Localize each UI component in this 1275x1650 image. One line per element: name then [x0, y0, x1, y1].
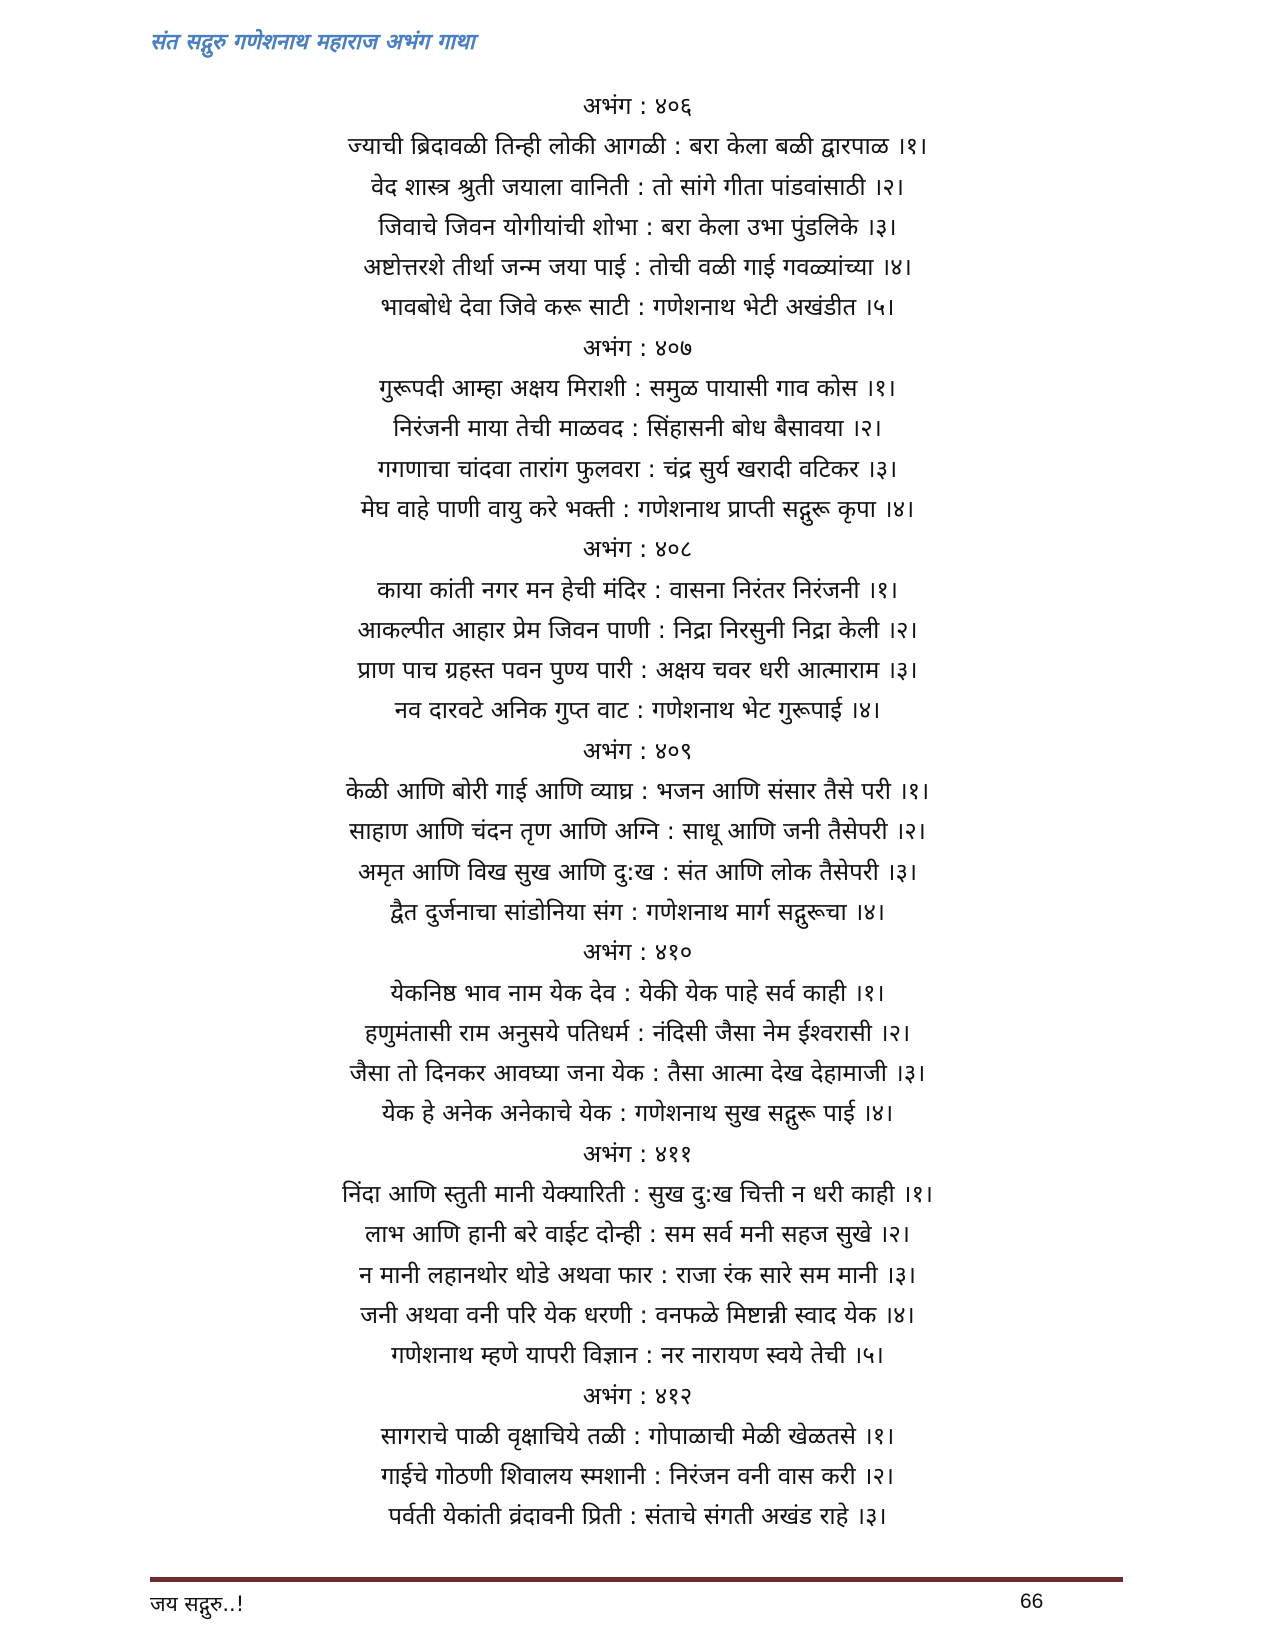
footer-divider — [150, 1577, 1123, 1582]
verse-line: अमृत आणि विख सुख आणि दु:ख : संत आणि लोक तैसेपरी ।३। — [357, 857, 918, 886]
verse-line: गाईचे गोठणी शिवालय स्मशानी : निरंजन वनी वास करी ।२। — [380, 1462, 895, 1491]
verse-line: साहाण आणि चंदन तृण आणि अग्नि : साधू आणि जनी तैसेपरी ।२। — [349, 817, 926, 846]
abhang-heading: अभंग : ४०६ — [582, 92, 693, 120]
verse-line: निंदा आणि स्तुती मानी येक्यारिती : सुख दु:ख चित्ती न धरी काही ।१। — [341, 1180, 934, 1209]
verse-line: आकल्पीत आहार प्रेम जिवन पाणी : निद्रा निरसुनी निद्रा केली ।२। — [357, 615, 918, 644]
verse-line: गगणाचा चांदवा तारांग फुलवरा : चंद्र सुर्य खरादी वटिकर ।३। — [377, 454, 898, 483]
abhang-heading: अभंग : ४०७ — [582, 333, 693, 362]
verse-line: वेद शास्त्र श्रुती जयाला वानिती : तो सांगे गीता पांडवांसाठी ।२। — [371, 172, 904, 201]
verse-line: मेघ वाहे पाणी वायु करे भक्ती : गणेशनाथ प्राप्ती सद्गुरू कृपा ।४। — [360, 494, 915, 523]
verse-line: येक हे अनेक अनेकाचे येक : गणेशनाथ सुख सद्गुरू पाई ।४। — [381, 1099, 894, 1128]
verse-line: न मानी लहानथोर थोडे अथवा फार : राजा रंक सारे सम मानी ।३। — [358, 1260, 917, 1289]
verse-line: निरंजनी माया तेची माळवद : सिंहासनी बोध बैसावया ।२। — [393, 414, 882, 443]
running-header-title: संत सद्गुरु गणेशनाथ महाराज अभंग गाथा — [150, 30, 475, 55]
abhang-text-body — [0, 86, 1275, 1537]
verse-line: लाभ आणि हानी बरे वाईट दोन्ही : सम सर्व मनी सहज सुखे ।२। — [365, 1220, 910, 1249]
verse-line: सागराचे पाळी वृक्षाचिये तळी : गोपाळाची मेळी खेळतसे ।१। — [380, 1421, 895, 1450]
abhang-heading: अभंग : ४१२ — [582, 1381, 693, 1410]
verse-line: द्वैत दुर्जनाचा सांडोनिया संग : गणेशनाथ मार्ग सद्गुरूचा ।४। — [390, 897, 885, 926]
verse-line: प्राण पाच ग्रहस्त पवन पुण्य पारी : अक्षय चवर धरी आत्माराम ।३। — [357, 656, 918, 685]
verse-line: केळी आणि बोरी गाई आणि व्याघ्र : भजन आणि संसार तैसे परी ।१। — [345, 777, 930, 806]
abhang-heading: अभंग : ४११ — [582, 1139, 693, 1168]
abhang-heading: अभंग : ४०८ — [582, 535, 693, 564]
footer-salutation: जय सद्गुरु..! — [150, 1592, 245, 1616]
abhang-heading: अभंग : ४०९ — [582, 736, 693, 765]
verse-line: जिवाचे जिवन योगीयांची शोभा : बरा केला उभा पुंडलिके ।३। — [378, 212, 897, 241]
verse-line: ज्याची ब्रिदावळी तिन्ही लोकी आगळी : बरा केला बळी द्वारपाळ ।१। — [347, 132, 928, 161]
page-number: 66 — [1020, 1590, 1044, 1613]
verse-line: भावबोधे देवा जिवे करू साटी : गणेशनाथ भेटी अखंडीत ।५। — [380, 293, 895, 322]
verse-line: गुरूपदी आम्हा अक्षय मिराशी : समुळ पायासी गाव कोस ।१। — [379, 374, 896, 403]
verse-line: काया कांती नगर मन हेची मंदिर : वासना निरंतर निरंजनी ।१। — [377, 575, 898, 604]
verse-line: हणुमंतासी राम अनुसये पतिधर्म : नंदिसी जैसा नेम ईश्वरासी ।२। — [364, 1018, 911, 1047]
abhang-heading: अभंग : ४१० — [582, 938, 693, 967]
verse-line: नव दारवटे अनिक गुप्त वाट : गणेशनाथ भेट गुरूपाई ।४। — [394, 696, 881, 725]
verse-line: अष्टोत्तरशे तीर्था जन्म जया पाई : तोची वळी गाई गवळ्यांच्या ।४। — [363, 253, 912, 282]
verse-line: पर्वती येकांती व्रंदावनी प्रिती : संताचे संगती अखंड राहे ।३। — [388, 1502, 887, 1531]
verse-line: येकनिष्ठ भाव नाम येक देव : येकी येक पाहे सर्व काही ।१। — [390, 978, 885, 1007]
verse-line: जैसा तो दिनकर आवघ्या जना येक : तैसा आत्मा देख देहामाजी ।३। — [349, 1059, 926, 1088]
verse-line: गणेशनाथ म्हणे यापरी विज्ञान : नर नारायण स्वये तेची ।५। — [391, 1341, 884, 1370]
verse-line: जनी अथवा वनी परि येक धरणी : वनफळे मिष्टान्नी स्वाद येक ।४। — [360, 1300, 915, 1329]
